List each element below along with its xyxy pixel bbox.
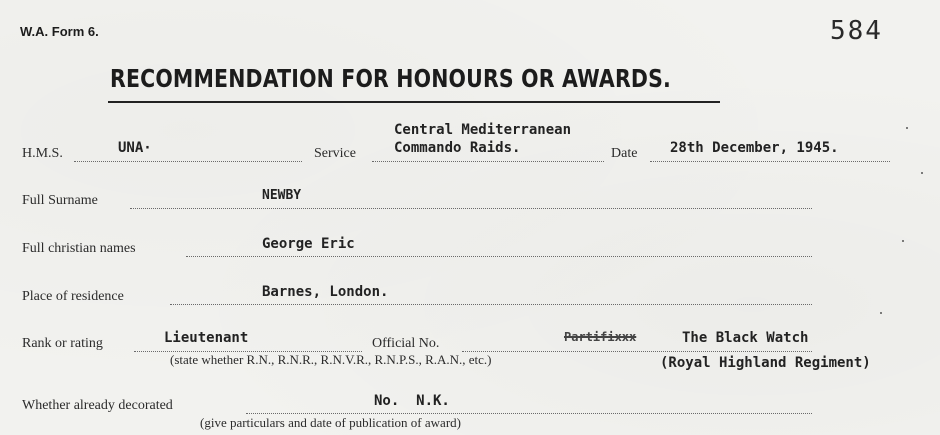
paper-speck — [902, 240, 904, 242]
service-label: Service — [314, 146, 356, 161]
residence-label: Place of residence — [22, 289, 124, 304]
paper-speck — [921, 172, 923, 174]
hms-value: UNA· — [118, 140, 152, 156]
decorated-value: No. N.K. — [374, 393, 450, 409]
residence-value: Barnes, London. — [262, 284, 389, 300]
official-no-value-line1: The Black Watch — [682, 330, 809, 346]
official-no-line — [462, 351, 812, 352]
christian-names-line — [186, 256, 812, 257]
page-number: 584 — [830, 16, 883, 46]
service-line — [372, 161, 604, 162]
hms-label: H.M.S. — [22, 146, 63, 161]
rank-label: Rank or rating — [22, 336, 103, 351]
decorated-line — [246, 413, 812, 414]
official-no-value-line2: (Royal Highland Regiment) — [660, 355, 871, 371]
christian-names-value: George Eric — [262, 236, 355, 252]
residence-line — [170, 304, 812, 305]
date-label: Date — [611, 146, 638, 161]
form-id: W.A. Form 6. — [20, 24, 99, 39]
service-value-line2: Commando Raids. — [394, 140, 521, 156]
title-underline — [108, 101, 720, 103]
page-title: RECOMMENDATION FOR HONOURS OR AWARDS. — [110, 64, 671, 93]
paper-speck — [880, 312, 882, 314]
christian-names-label: Full christian names — [22, 241, 136, 256]
surname-line — [130, 208, 812, 209]
surname-label: Full Surname — [22, 193, 98, 208]
official-no-struck-text: Partifixxx — [564, 330, 637, 344]
paper-speck — [906, 127, 908, 129]
service-value-line1: Central Mediterranean — [394, 122, 572, 138]
rank-hint: (state whether R.N., R.N.R., R.N.V.R., R.N.P.S., R.A.N., etc.) — [170, 352, 492, 367]
official-no-label: Official No. — [372, 336, 440, 351]
date-value: 28th December, 1945. — [670, 140, 839, 156]
surname-value: NEWBY — [262, 188, 302, 203]
decorated-label: Whether already decorated — [22, 398, 173, 413]
hms-line — [74, 161, 302, 162]
date-line — [650, 161, 890, 162]
decorated-hint: (give particulars and date of publication of award) — [200, 415, 461, 430]
rank-value: Lieutenant — [164, 330, 249, 346]
